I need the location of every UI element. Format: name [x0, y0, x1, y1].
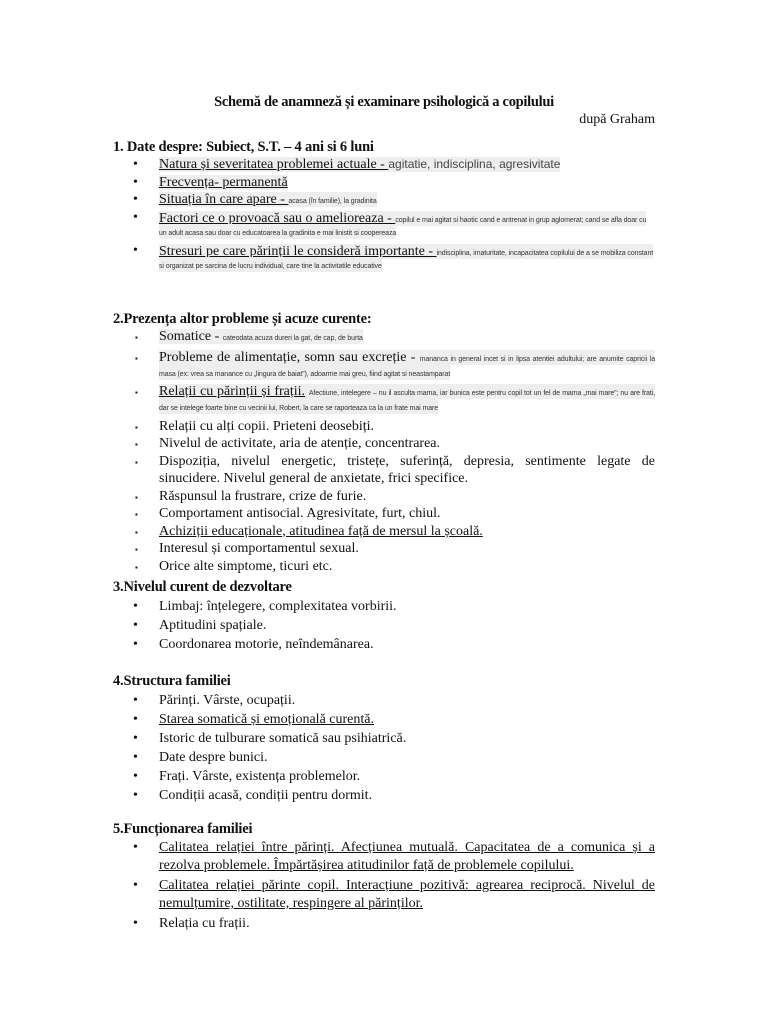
- bullet-icon: •: [133, 916, 138, 931]
- bullet-icon: ▪: [135, 492, 138, 502]
- list-item: ▪ Nivelul de activitate, aria de atenție, concentrarea.: [113, 435, 655, 453]
- bullet-icon: •: [133, 769, 138, 784]
- bullet-icon: •: [133, 599, 138, 614]
- bullet-icon: •: [133, 878, 138, 893]
- list-item: ▪ Orice alte simptome, ticuri etc.: [113, 558, 655, 576]
- section-1-heading: 1. Date despre: Subiect, S.T. – 4 ani si 6 luni: [113, 139, 374, 155]
- section-2: [113, 310, 655, 575]
- list-item: ▪ Interesul și comportamentul sexual.: [113, 540, 655, 558]
- list-item: • Calitatea relației părinte copil. Interacțiune pozitivă: agrearea reciprocă. Nivelul de nemulțumire, ostilitate, respingere al părinților.: [133, 878, 655, 911]
- bullet-icon: •: [133, 637, 138, 652]
- bullet-icon: ▪: [135, 457, 138, 467]
- list-item: • Aptitudini spațiale.: [133, 618, 267, 633]
- list-item: • Starea somatică și emoțională curentă.: [133, 712, 374, 727]
- section-1: [113, 138, 655, 272]
- bullet-icon: ▪: [135, 387, 138, 397]
- list-item: • Frați. Vârste, existența problemelor.: [133, 769, 361, 784]
- list-item: ▪ Achiziții educaționale, atitudinea față de mersul la școală.: [113, 523, 655, 541]
- section-3-list: [113, 597, 655, 654]
- bullet-icon: •: [133, 209, 138, 225]
- list-item: ▪ Dispoziția, nivelul energetic, tristețe, suferință, depresia, sentimente legate de sinucidere. Nivelul general de anxietate, frici specifice.: [135, 453, 655, 486]
- section-5: [113, 820, 655, 933]
- section-4-heading: 4.Structura familiei: [113, 673, 231, 689]
- list-item: ▪ Relații cu alți copii. Prieteni deosebiți.: [113, 415, 655, 436]
- document-title: Schemă de anamneză și examinare psihologică a copilului: [214, 94, 554, 110]
- list-item: • Istoric de tulburare somatică sau psihiatrică.: [133, 731, 407, 746]
- list-item: ▪ Probleme de alimentație, somn sau excreție - mananca in general incet si in lipsa atentiei adultului; are anumite capricii la masa (ex: vrea sa manance cu „lingura de baiat”), adoarme mai greu, fiind agitat si neastamparat: [135, 349, 655, 378]
- list-item: • Coordonarea motorie, neîndemânarea.: [133, 637, 374, 652]
- section-4: [113, 672, 655, 805]
- list-item: • Situația în care apare - acasa (în familie), la gradinita: [133, 192, 377, 207]
- bullet-icon: ▪: [135, 510, 138, 519]
- list-item: ▪ Somatice - cateodata acuza dureri la gat, de cap, de burta: [113, 328, 655, 348]
- section-4-list: [113, 691, 655, 805]
- bullet-icon: •: [133, 840, 138, 855]
- section-1-list: [113, 156, 655, 272]
- bullet-icon: •: [133, 693, 138, 708]
- list-item: ▪ Relații cu părinții și frații. Afectiune, intelegere – nu il asculta mama, iar bunica este pentru copil tot un fel de mama „mai mare”; nu are frati, dar se intelege foarte bine cu vecinii lui, Robert, la care se raporteaza ca la un frate mai mare: [135, 383, 655, 412]
- section-5-heading: 5.Funcționarea familiei: [113, 821, 253, 837]
- bullet-icon: •: [133, 618, 138, 633]
- bullet-icon: •: [133, 788, 138, 803]
- bullet-icon: ▪: [135, 353, 138, 363]
- bullet-icon: ▪: [135, 562, 138, 572]
- bullet-icon: ▪: [135, 440, 138, 449]
- section-2-heading: 2.Prezența altor probleme și acuze curente:: [113, 311, 372, 327]
- list-item: • Stresuri pe care părinții le consideră importante - indisciplina, imaturitate, incapacitatea copilului de a se mobiliza constant si organizat pe sarcina de lucru individual, care tine la activitatile educative: [133, 242, 654, 270]
- bullet-icon: ▪: [135, 545, 138, 554]
- bullet-icon: •: [133, 192, 138, 207]
- list-item: • Factori ce o provoacă sau o amelioreaza - copilul e mai agitat si haotic cand e antrenat in grup aglomerat; cand se afla doar cu un adult acasa sau doar cu educatoarea la gradinita e mai linistit si coopereaza: [133, 209, 647, 237]
- list-item: • Date despre bunici.: [133, 750, 268, 765]
- bullet-icon: •: [133, 157, 138, 172]
- bullet-icon: •: [133, 750, 138, 765]
- section-3-heading: 3.Nivelul curent de dezvoltare: [113, 579, 292, 595]
- list-item: • Calitatea relației între părinți. Afecțiunea mutuală. Capacitatea de a comunica și a rezolva problemele. Împărtășirea atitudinilor față de problemele copilului.: [133, 840, 655, 873]
- bullet-icon: •: [133, 712, 138, 727]
- bullet-icon: •: [133, 174, 138, 190]
- bullet-icon: •: [133, 242, 138, 258]
- bullet-icon: ▪: [135, 333, 138, 342]
- bullet-icon: ▪: [135, 422, 138, 432]
- document-author: după Graham: [579, 112, 655, 127]
- bullet-icon: •: [133, 731, 138, 746]
- section-5-list: [113, 839, 655, 933]
- list-item: • Condiții acasă, condiții pentru dormit.: [133, 788, 373, 803]
- section-3: [113, 578, 655, 654]
- bullet-icon: ▪: [135, 527, 138, 537]
- list-item: • Limbaj: înțelegere, complexitatea vorbirii.: [133, 599, 397, 614]
- list-item: • Frecvența- permanentă: [133, 174, 288, 190]
- list-item: ▪ Comportament antisocial. Agresivitate, furt, chiul.: [113, 505, 655, 523]
- list-item: • Părinți. Vârste, ocupații.: [133, 693, 296, 708]
- section-2-list: [113, 328, 655, 575]
- list-item: • Relația cu frații.: [133, 916, 250, 931]
- list-item: ▪ Răspunsul la frustrare, crize de furie.: [113, 488, 655, 506]
- list-item: • Natura și severitatea problemei actuale - agitatie, indisciplina, agresivitate: [133, 157, 561, 172]
